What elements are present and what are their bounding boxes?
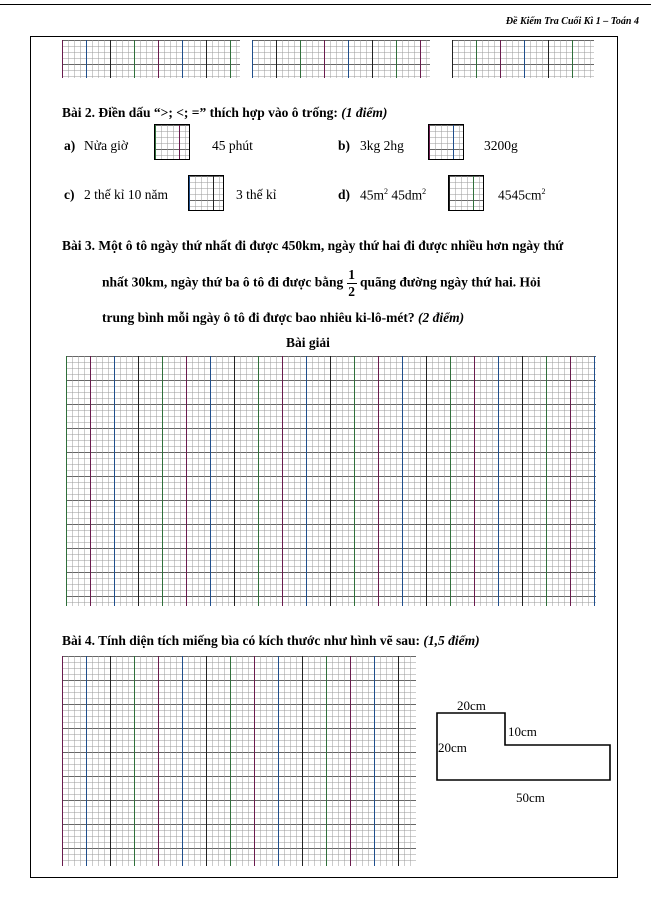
bai2-d-exp-2: 2 [422,187,427,196]
bai4-heading [62,633,480,649]
dim-step: 10cm [508,724,537,739]
bai2-b-left: 3kg 2hg [360,138,404,153]
dim-top: 20cm [457,698,486,713]
grid-lines [452,40,594,78]
bai2-b-answer-box[interactable] [428,124,464,160]
bai3-line2b: quãng đường ngày thứ hai. Hỏi [359,274,541,290]
bai2-d-right [498,187,546,204]
top-rule [0,4,651,5]
grid-lines [66,356,596,606]
bai4-title: Bài 4. Tính diện tích miếng bìa có kích thước như hình vẽ sau: [62,633,421,648]
bai2-d-label: d) [338,187,351,202]
grid-lines [449,176,483,210]
grid-strip-1 [62,40,240,78]
dim-bottom: 50cm [516,790,545,805]
bai2-c-label: c) [64,187,75,202]
bai2-c-answer-box[interactable] [188,175,224,211]
dim-left: 20cm [438,740,467,755]
bai2-d-right-text: 4545cm [498,187,542,203]
bai3-line2 [102,268,540,299]
grid-lines [62,656,416,866]
bai4-score: (1,5 điểm) [423,633,480,648]
bai2-a-left: Nửa giờ [84,138,129,153]
bai2-d-left-b: 45dm [391,187,423,203]
grid-lines [429,125,463,159]
bai3-answer-grid[interactable] [66,356,596,606]
bai2-d-exp-1: 2 [384,187,389,196]
bai3-frac-den: 2 [348,284,355,299]
bai3-line3-wrap [102,310,464,326]
bai2-score: (1 điểm) [341,105,388,120]
bai2-a-answer-box[interactable] [154,124,190,160]
bai3-score: (2 điểm) [418,310,465,325]
grid-strip-3 [452,40,594,78]
bai2-d-exp-3: 2 [541,187,546,196]
grid-lines [62,40,240,78]
bai2-a-label: a) [64,138,76,153]
bai2-b-label: b) [338,138,351,153]
bai2-c-right: 3 thế kỉ [236,187,277,202]
bai2-a-right: 45 phút [212,138,253,153]
bai2-c-left: 2 thế kỉ 10 năm [84,187,168,202]
page-header: Đề Kiểm Tra Cuối Kì 1 – Toán 4 [505,16,639,27]
bai3-line1: Bài 3. Một ô tô ngày thứ nhất đi được 450km, ngày thứ hai đi được nhiều hơn ngày thứ [62,238,564,253]
grid-lines [252,40,430,78]
grid-strip-2 [252,40,430,78]
bai3-solution-label: Bài giải [286,335,330,350]
bai4-answer-grid[interactable] [62,656,416,866]
bai2-d-left [360,187,426,204]
grid-lines [189,176,223,210]
bai2-b-right: 3200g [484,138,518,153]
bai3-line2a: nhất 30km, ngày thứ ba ô tô đi được bằng [102,274,344,290]
bai2-heading [62,105,387,121]
grid-lines [155,125,189,159]
bai3-frac-num: 1 [348,267,355,282]
bai3-fraction [347,268,357,299]
bai2-d-left-a: 45m [360,187,385,203]
bai2-title: Bài 2. Điền dấu “>; <; =” thích hợp vào ô trống: [62,105,338,120]
bai2-d-answer-box[interactable] [448,175,484,211]
bai3-line3: trung bình mỗi ngày ô tô đi được bao nhiêu ki-lô-mét? [102,310,415,325]
